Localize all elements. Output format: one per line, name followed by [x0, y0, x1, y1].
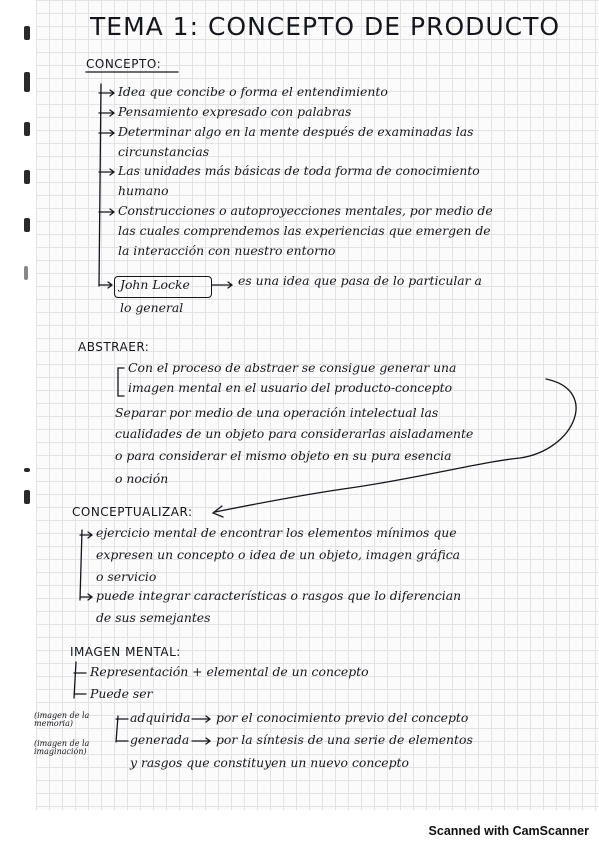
abstraer-line: cualidades de un objeto para considerarlas aisladamente — [115, 426, 474, 441]
abstraer-line: o para considerar el mismo objeto en su pura esencia — [115, 448, 452, 463]
conceptualizar-line: ejercicio mental de encontrar los elementos mínimos que — [96, 525, 457, 540]
imagen-type-desc: por la síntesis de una serie de elementos — [216, 732, 473, 747]
conceptualizar-line: o servicio — [96, 569, 157, 584]
concepto-author: John Locke — [120, 277, 190, 292]
side-note: (imagen de la imaginación) — [34, 739, 90, 757]
binder-holes — [0, 0, 36, 810]
concepto-line: Idea que concibe o forma el entendimiento — [118, 84, 388, 99]
imagen-mental-line: Puede ser — [90, 686, 153, 701]
concepto-line: Pensamiento expresado con palabras — [118, 104, 352, 119]
concepto-line: la interacción con nuestro entorno — [118, 243, 336, 258]
concepto-line: circunstancias — [118, 144, 210, 159]
abstraer-line: imagen mental en el usuario del producto-concepto — [128, 380, 453, 395]
imagen-type-desc: y rasgos que constituyen un nuevo concepto — [130, 755, 409, 770]
conceptualizar-line: puede integrar características o rasgos que lo diferencian — [96, 588, 462, 603]
conceptualizar-line: expresen un concepto o idea de un objeto, imagen gráfica — [96, 547, 461, 562]
concepto-line: humano — [118, 183, 169, 198]
abstraer-line: Separar por medio de una operación intelectual las — [115, 405, 439, 420]
section-heading-conceptualizar: CONCEPTUALIZAR: — [72, 505, 193, 519]
conceptualizar-line: de sus semejantes — [96, 610, 211, 625]
section-heading-imagen-mental: IMAGEN MENTAL: — [70, 645, 181, 659]
imagen-type-label: adquirida — [130, 710, 191, 725]
imagen-type-label: generada — [130, 732, 190, 747]
concepto-line: las cuales comprendemos las experiencias que emergen de — [118, 223, 491, 238]
side-note: (imagen de la memoria) — [34, 711, 90, 729]
section-heading-concepto: CONCEPTO: — [86, 57, 162, 71]
concepto-line: Las unidades más básicas de toda forma de conocimiento — [118, 163, 480, 178]
concepto-line: es una idea que pasa de lo particular a — [238, 273, 482, 288]
imagen-type-desc: por el conocimiento previo del concepto — [216, 710, 469, 725]
abstraer-line: Con el proceso de abstraer se consigue generar una — [128, 360, 457, 375]
concepto-line: Determinar algo en la mente después de examinadas las — [118, 124, 474, 139]
concepto-line: Construcciones o autoproyecciones mentales, por medio de — [118, 203, 493, 218]
section-heading-abstraer: ABSTRAER: — [78, 340, 150, 354]
abstraer-line: o noción — [115, 471, 169, 486]
scanner-watermark: Scanned with CamScanner — [428, 824, 589, 838]
imagen-mental-line: Representación + elemental de un concepto — [90, 664, 369, 679]
concepto-line: lo general — [120, 300, 184, 315]
page-title: TEMA 1: CONCEPTO DE PRODUCTO — [90, 12, 561, 41]
